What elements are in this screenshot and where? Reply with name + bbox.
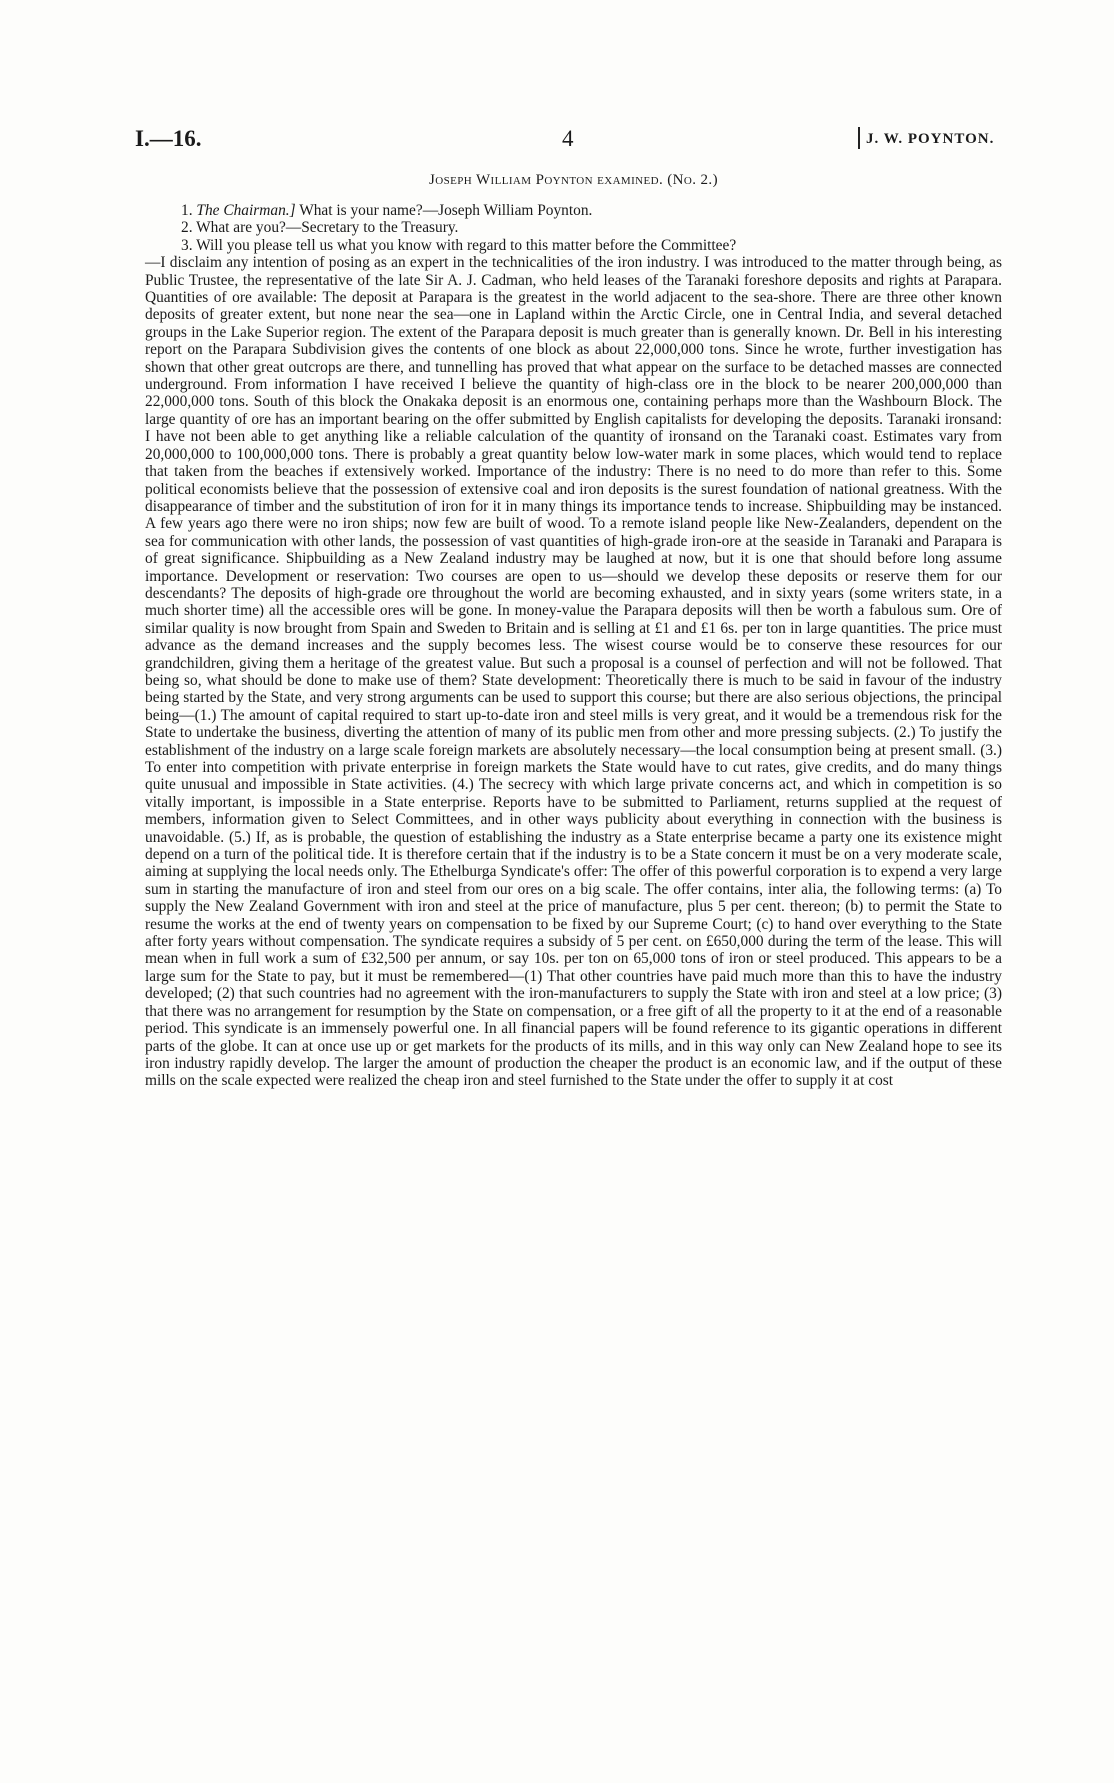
- testimony-body: [145, 202, 1002, 1090]
- page-header: [0, 126, 1114, 162]
- question-2: [145, 219, 1002, 236]
- answer-text: —I disclaim any intention of posing as an expert in the technicalities of the iron industry. I was introduced to the matter through being, as Public Trustee, the representative of the late Sir A. J. Cadman, who held leases of the Taranaki foreshore deposits and rights at Parapara. Quantities of ore available: The deposit at Parapara is the greatest in the world adjacent to the sea-shore. There are three other known deposits of greater extent, but none near the sea—one in Lapland within the Arctic Circle, one in Central India, and several detached groups in the Lake Superior region. The extent of the Parapara deposit is much greater than is generally known. Dr. Bell in his interesting report on the Parapara Subdivision gives the contents of one block as about 22,000,000 tons. Since he wrote, further investigation has shown that other great outcrops are there, and tunnelling has proved that what appear on the surface to be detached masses are connected underground. From information I have received I believe the quantity of high-class ore in the block to be nearer 200,000,000 than 22,000,000 tons. South of this block the Onakaka deposit is an enormous one, containing perhaps more than the Washbourn Block. The large quantity of ore has an important bearing on the offer submitted by English capitalists for developing the deposits. Taranaki ironsand: I have not been able to get anything like a reliable calculation of the quantity of ironsand on the Taranaki coast. Estimates vary from 20,000,000 to 100,000,000 tons. There is probably a great quantity below low-water mark in some places, which would tend to replace that taken from the beaches if extensively worked. Importance of the industry: There is no need to do more than refer to this. Some political economists believe that the possession of extensive coal and iron deposits is the surest foundation of national greatness. With the disappearance of timber and the substitution of iron for it in many things its importance tends to increase. Shipbuilding may be instanced. A few years ago there were no iron ships; now few are built of wood. To a remote island people like New-Zealanders, dependent on the sea for communication with other lands, the possession of vast quantities of high-grade iron-ore at the seaside in Taranaki and Parapara is of great significance. Shipbuilding as a New Zealand industry may be laughed at now, but it is one that should before long assume importance. Development or reservation: Two courses are open to us—should we develop these deposits or reserve them for our descendants? The deposits of high-grade ore throughout the world are becoming exhausted, and in sixty years (some writers state, in a much shorter time) all the accessible ores will be gone. In money-value the Parapara deposits will then be worth a fabulous sum. Ore of similar quality is now brought from Spain and Sweden to Britain and is selling at £1 and £1 6s. per ton in large quantities. The price must advance as the demand increases and the supply becomes less. The wisest course would be to conserve these resources for our grandchildren, giving them a heritage of the greatest value. But such a proposal is a counsel of perfection and will not be followed. That being so, what should be done to make use of them? State development: Theoretically there is much to be said in favour of the industry being started by the State, and very strong arguments can be used to support this course; but there are also serious objections, the principal being—(1.) The amount of capital required to start up-to-date iron and steel mills is very great, and it would be a tremendous risk for the State to undertake the business, diverting the attention of many of its public men from other and more pressing subjects. (2.) To justify the establishment of the industry on a large scale foreign markets are absolutely necessary—the local consumption being at present small. (3.) To enter into competition with private enterprise in foreign markets the State would have to cut rates, give credits, and do many things quite unusual and impossible in State activities. (4.) The secrecy with which large private concerns act, and which in competition is so vitally important, is impossible in a State enterprise. Reports have to be submitted to Parliament, returns supplied at the request of members, information given to Select Committees, and in other ways publicity about everything in connection with the business is unavoidable. (5.) If, as is probable, the question of establishing the industry as a State enterprise became a party one its existence might depend on a turn of the political tide. It is therefore certain that if the industry is to be a State concern it must be on a very moderate scale, aiming at supplying the local needs only. The Ethelburga Syndicate's offer: The offer of this powerful corporation is to expend a very large sum in starting the manufacture of iron and steel from our ores on a big scale. The offer contains, inter alia, the following terms: (a) To supply the New Zealand Government with iron and steel at the price of manufacture, plus 5 per cent. thereon; (b) to permit the State to resume the works at the end of twenty years on compensation to be fixed by our Supreme Court; (c) to hand over everything to the State after forty years without compensation. The syndicate requires a subsidy of 5 per cent. on £650,000 during the term of the lease. This will mean when in full work a sum of £32,500 per annum, or say 10s. per ton on 65,000 tons of iron or steel produced. This appears to be a large sum for the State to pay, but it must be remembered—(1) That other countries have paid much more than this to have the industry developed; (2) that such countries had no agreement with the iron-manufacturers to supply the State with iron and steel at a low price; (3) that there was no arrangement for resumption by the State on compensation, or a free gift of all the property to it at the end of a reasonable period. This syndicate is an immensely powerful one. In all financial papers will be found reference to its gigantic operations in different parts of the globe. It can at once use up or get markets for the products of its mills, and in this way only can New Zealand hope to see its iron industry rapidly develop. The larger the amount of production the cheaper the product is an economic law, and if the output of these mills on the scale expected were realized the cheap iron and steel furnished to the State under the offer to supply it at cost: [145, 254, 1002, 1090]
- question-number: 2.: [181, 219, 193, 237]
- question-number: 1.: [181, 202, 193, 219]
- question-3: [145, 237, 1002, 254]
- question-text: What is your name?—Joseph William Poynton.: [299, 202, 593, 219]
- parliamentary-paper-reference: I.—16.: [135, 126, 202, 151]
- page-number: 4: [562, 126, 574, 151]
- question-text: Will you please tell us what you know with regard to this matter before the Committee?: [196, 236, 737, 254]
- examination-title: Joseph William Poynton examined. (No. 2.): [429, 172, 718, 188]
- question-asker: The Chairman.]: [196, 202, 296, 219]
- question-1: [145, 202, 1002, 219]
- witness-running-head: J. W. POYNTON.: [866, 131, 995, 147]
- question-number: 3.: [181, 236, 193, 254]
- question-text: What are you?—Secretary to the Treasury.: [196, 219, 459, 237]
